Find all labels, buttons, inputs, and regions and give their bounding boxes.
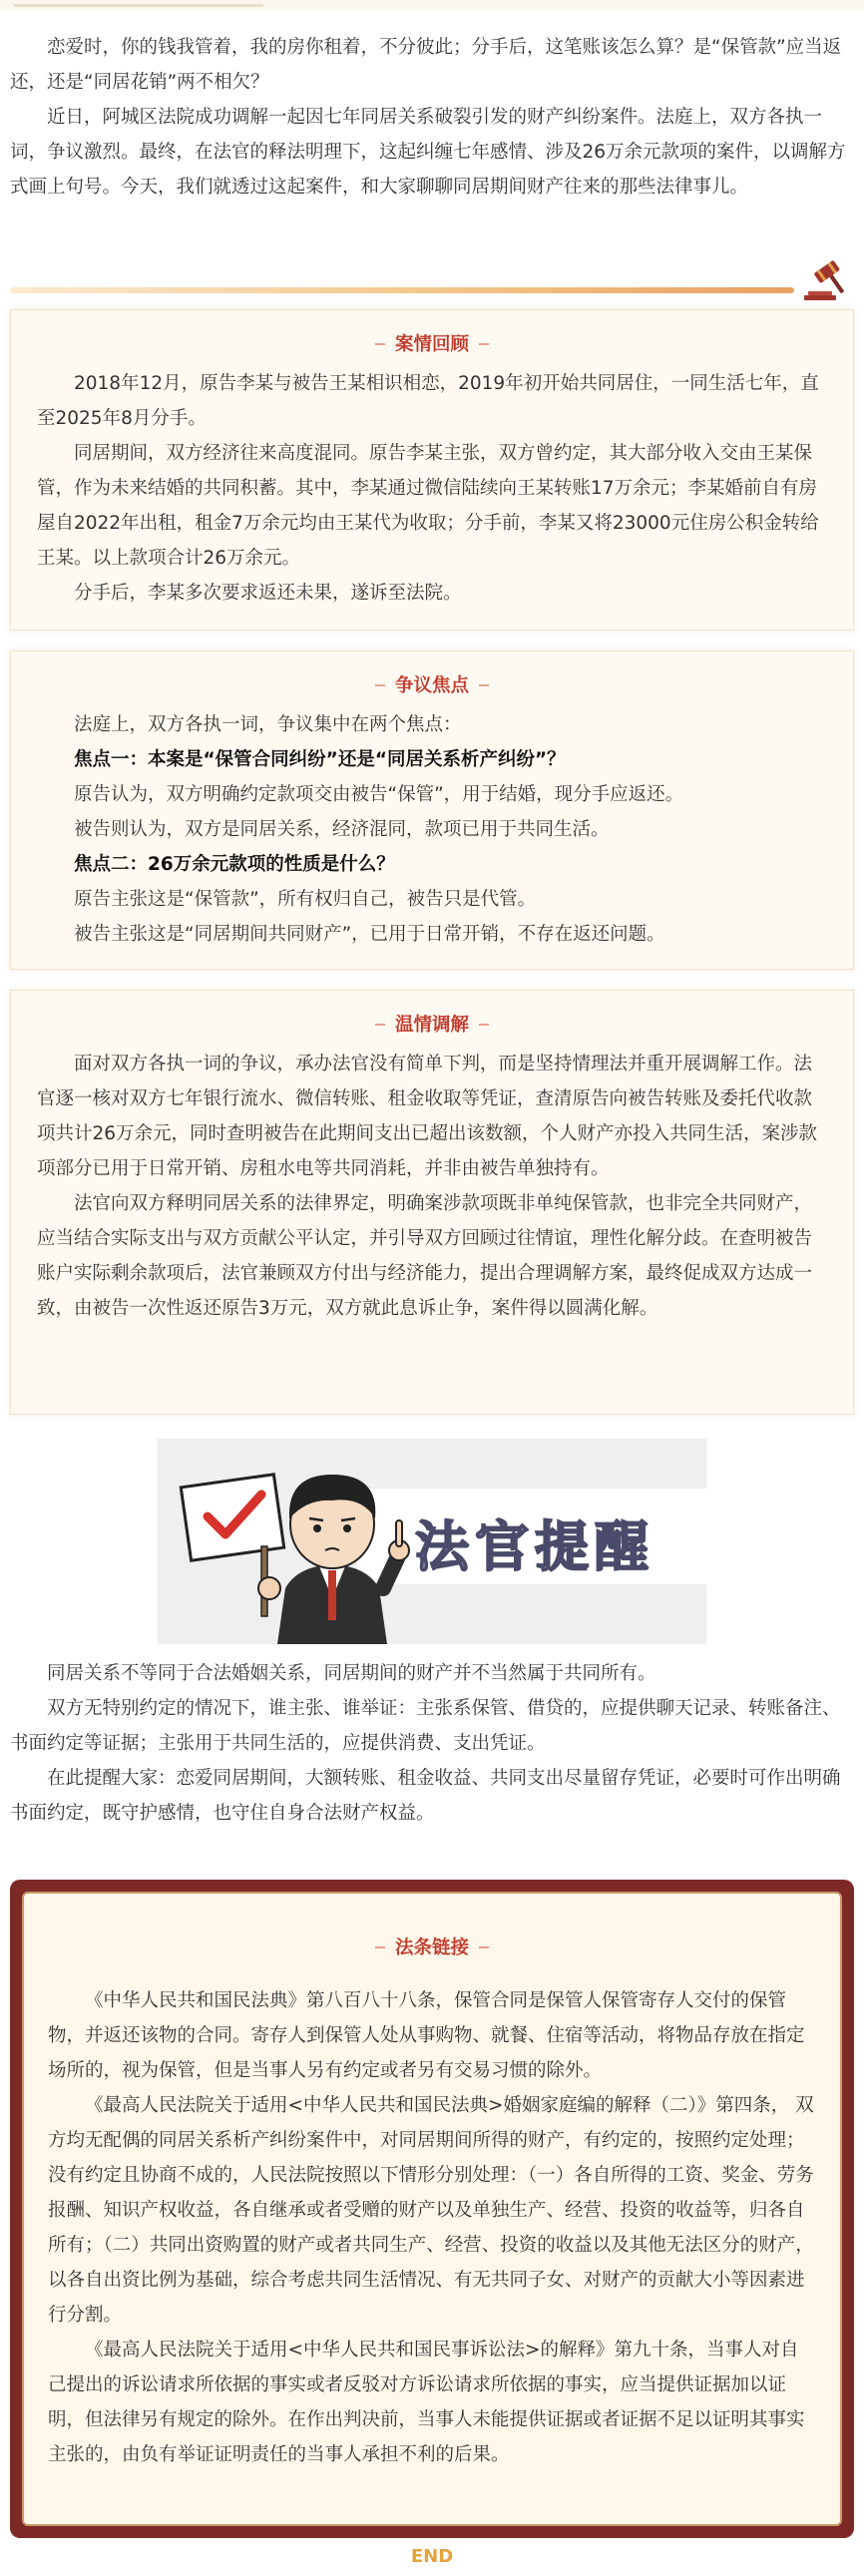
case-review-title: 案情回顾 bbox=[381, 330, 483, 356]
dispute-line: 被告主张这是“同居期间共同财产”，已用于日常开销，不存在返还问题。 bbox=[74, 924, 665, 945]
judge-reminder-illustration bbox=[158, 1439, 706, 1644]
end-label: END bbox=[410, 2546, 454, 2567]
dispute-focus-heading: 焦点二：26万余元款项的性质是什么？ bbox=[74, 854, 395, 875]
dispute-line: 原告认为，双方明确约定款项交由被告“保管”，用于结婚，现分手应返还。 bbox=[74, 784, 684, 805]
case-paragraph: 分手后，李某多次要求返还未果，遂诉至法院。 bbox=[74, 583, 462, 604]
dispute-line: 被告则认为，双方是同居关系，经济混同，款项已用于共同生活。 bbox=[74, 819, 610, 840]
law-paragraph: 《最高人民法院关于适用<中华人民共和国民法典>婚姻家庭编的解释（二）》第四条， 双方均无配偶的同居关系析产纠纷案件中，对同居期间所得的财产，有约定的，按照约定处理；没有约定且协商不成的，人民法院按照以下情形分别处理：（一）各自所得的工资、奖金、劳务报酬、知识产权收益，各自继承或者受赠的财产以及单独生产、经营、投资的收益等，归各自所有；（二）共同出资购置的财产或者共同生产、经营、投资的收益以及其他无法区分的财产，以各自出资比例为基础，综合考虑共同生活情况、有无共同子女、对财产的贡献大小等因素进行分割。 bbox=[48, 2095, 814, 2326]
intro-section bbox=[10, 30, 854, 205]
law-link-card bbox=[22, 1892, 842, 2526]
divider-line bbox=[10, 287, 794, 293]
intro-paragraph: 近日，阿城区法院成功调解一起因七年同居关系破裂引发的财产纠纷案件。法庭上，双方各执一词，争议激烈。最终，在法官的释法明理下，这起纠缠七年感情、涉及26万余元款项的案件，以调解方式画上句号。今天，我们就透过这起案件，和大家聊聊同居期间财产往来的那些法律事儿。 bbox=[10, 107, 846, 198]
section-divider bbox=[10, 257, 854, 301]
intro-paragraph: 恋爱时，你的钱我管着，我的房你租着，不分彼此；分手后，这笔账该怎么算？是“保管款”应当返还，还是“同居花销”两不相欠？ bbox=[10, 37, 842, 93]
law-link-title: 法条链接 bbox=[381, 1933, 483, 1959]
dispute-focus-heading: 焦点一：本案是“保管合同纠纷”还是“同居关系析产纠纷”？ bbox=[74, 749, 566, 770]
case-review-card bbox=[10, 309, 854, 631]
dispute-line: 法庭上，双方各执一词，争议集中在两个焦点： bbox=[74, 714, 462, 735]
case-paragraph: 2018年12月，原告李某与被告王某相识相恋，2019年初开始共同居住，一同生活七年，直至2025年8月分手。 bbox=[37, 373, 819, 429]
dispute-focus-title: 争议焦点 bbox=[381, 671, 483, 697]
case-paragraph: 同居期间，双方经济往来高度混同。原告李某主张，双方曾约定，其大部分收入交由王某保管，作为未来结婚的共同积蓄。其中，李某通过微信陆续向王某转账17万余元；李某婚前自有房屋自2022年出租，租金7万余元均由王某代为收取；分手前，李某又将23000元住房公积金转给王某。以上款项合计26万余元。 bbox=[37, 443, 819, 569]
mediation-paragraph: 法官向双方释明同居关系的法律界定，明确案涉款项既非单纯保管款，也非完全共同财产，应当结合实际支出与双方贡献公平认定，并引导双方回顾过往情谊，理性化解分歧。在查明被告账户实际剩余款项后，法官兼顾双方付出与经济能力，提出合理调解方案，最终促成双方达成一致，由被告一次性返还原告3万元，双方就此息诉止争，案件得以圆满化解。 bbox=[37, 1193, 813, 1319]
law-paragraph: 《最高人民法院关于适用<中华人民共和国民事诉讼法>的解释》第九十条，当事人对自己提出的诉讼请求所依据的事实或者反驳对方诉讼请求所依据的事实，应当提供证据加以证明，但法律另有规定的除外。在作出判决前，当事人未能提供证据或者证据不足以证明其事实主张的，由负有举证证明责任的当事人承担不利的后果。 bbox=[48, 2340, 805, 2465]
dispute-line: 原告主张这是“保管款”，所有权归自己，被告只是代管。 bbox=[74, 889, 537, 910]
judge-reminder-section bbox=[10, 1656, 854, 1831]
reminder-paragraph: 同居关系不等同于合法婚姻关系，同居期间的财产并不当然属于共同所有。 bbox=[47, 1663, 656, 1684]
gavel-icon bbox=[798, 257, 850, 301]
mediation-title: 温情调解 bbox=[381, 1011, 483, 1037]
law-paragraph: 《中华人民共和国民法典》第八百八十八条，保管合同是保管人保管寄存人交付的保管物，并返还该物的合同。寄存人到保管人处从事购物、就餐、住宿等活动，将物品存放在指定场所的，视为保管，但是当事人另有约定或者另有交易习惯的除外。 bbox=[48, 1990, 805, 2081]
dispute-focus-card bbox=[10, 650, 854, 970]
reminder-paragraph: 双方无特别约定的情况下，谁主张、谁举证：主张系保管、借贷的，应提供聊天记录、转账备注、书面约定等证据；主张用于共同生活的，应提供消费、支出凭证。 bbox=[10, 1698, 841, 1754]
banner-title: 法官提醒 bbox=[415, 1515, 654, 1578]
mediation-paragraph: 面对双方各执一词的争议，承办法官没有简单下判，而是坚持情理法并重开展调解工作。法官逐一核对双方七年银行流水、微信转账、租金收取等凭证，查清原告向被告转账及委托代收款项共计26万余元，同时查明被告在此期间支出已超出该数额，个人财产亦投入共同生活，案涉款项部分已用于日常开销、房租水电等共同消耗，并非由被告单独持有。 bbox=[37, 1054, 818, 1179]
top-decoration-bar bbox=[0, 0, 864, 10]
reminder-paragraph: 在此提醒大家：恋爱同居期间，大额转账、租金收益、共同支出尽量留存凭证，必要时可作出明确书面约定，既守护感情，也守住自身合法财产权益。 bbox=[10, 1768, 841, 1824]
law-link-frame bbox=[10, 1880, 854, 2538]
mediation-card bbox=[10, 990, 854, 1415]
